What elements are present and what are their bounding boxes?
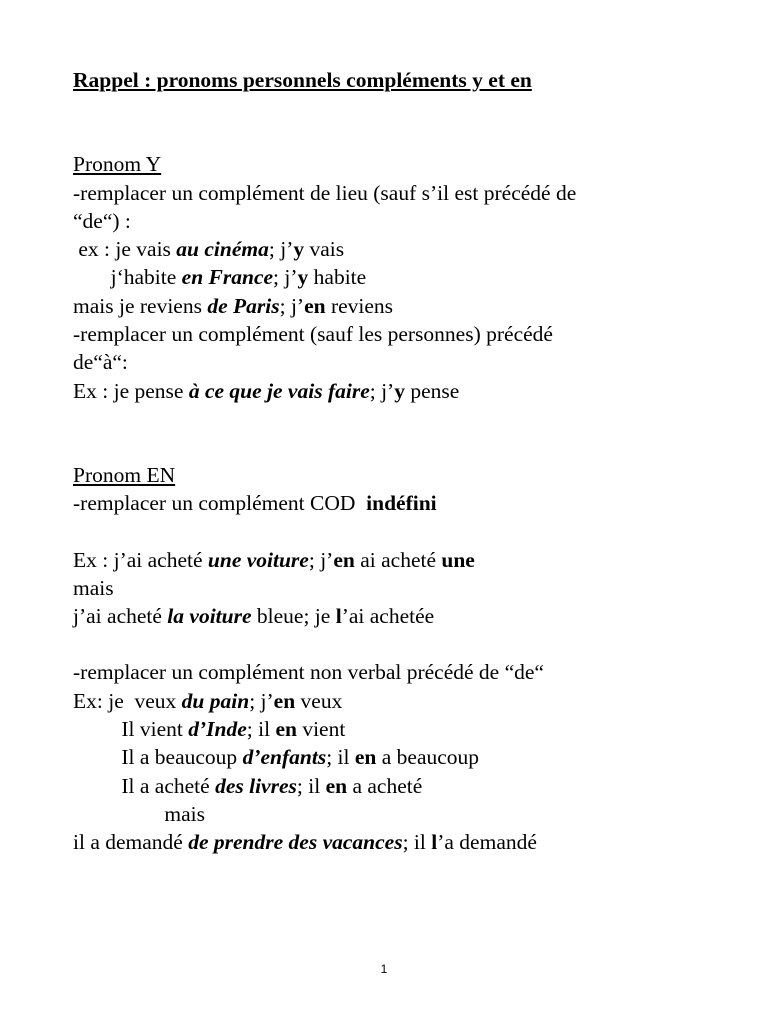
example-text: pense [404,378,460,403]
example-text: Ex : j’ai acheté [73,547,208,572]
example-text: Il vient [73,717,189,742]
example-complement: une voiture [207,547,309,572]
example-line [73,828,723,856]
example-text: mais je reviens [73,293,208,318]
spacer [73,94,723,150]
example-line [73,687,723,715]
example-text: il a demandé [73,830,189,855]
example-text: ; il [246,717,276,742]
connector-text: mais [73,575,114,600]
example-text: ; il [326,745,355,770]
spacer [73,518,723,546]
section-pronom-y [73,150,723,405]
section-pronom-en [73,461,723,857]
document-title: Rappel : pronoms personnels compléments y et en [73,68,532,92]
example-line [73,377,723,405]
example-text: a acheté [347,773,423,798]
example-line [73,715,723,743]
example-text: bleue; je [251,604,336,629]
example-pronoun: en [333,547,355,572]
rule-text: -remplacer un complément de lieu (sauf s’il est précédé de [73,180,577,205]
example-line [73,235,723,263]
example-line [73,602,723,630]
example-text: ’a demandé [437,830,537,855]
example-text: vais [304,237,345,262]
example-article: une [441,547,475,572]
connector-text: mais [73,801,205,826]
example-pronoun: en [325,773,348,798]
example-pronoun: en [304,293,326,318]
example-pronoun: en [275,717,297,742]
example-pronoun: l [335,604,342,629]
example-pronoun: en [273,688,296,713]
example-pronoun: l [431,830,438,855]
example-text: Il a acheté [73,773,216,798]
example-complement: de Paris [207,293,280,318]
example-text: ; j’ [279,293,305,318]
example-complement: des livres [215,773,297,798]
example-pronoun: en [354,745,377,770]
example-pronoun: y [293,237,305,262]
example-text: ; j’ [369,378,395,403]
example-text: a beaucoup [376,745,480,770]
rule-text: -remplacer un complément non verbal précédé de “de“ [73,660,544,685]
example-text: Ex : je pense [73,378,189,403]
example-text: ex : je vais [73,237,177,262]
rule-keyword: indéfini [366,491,437,516]
example-text: ; j’ [308,547,334,572]
example-pronoun: y [394,378,405,403]
example-complement: au cinéma [176,237,269,262]
example-complement: en France [181,265,274,290]
rule-text [73,489,723,517]
example-text: ’ai achetée [341,604,435,629]
example-complement: d’enfants [242,745,327,770]
document-page [73,66,723,857]
example-pronoun: y [297,265,309,290]
example-text: vient [296,717,346,742]
example-text: Il a beaucoup [73,745,243,770]
example-text: habite [308,265,367,290]
page-number: 1 [380,962,388,976]
example-complement: d’Inde [188,717,247,742]
example-text: reviens [325,293,394,318]
section-heading-en: Pronom EN [73,462,176,487]
example-line [73,772,723,800]
spacer [73,630,723,658]
example-text: ; j’ [249,688,274,713]
example-line [73,292,723,320]
example-line [73,546,723,574]
example-line [73,743,723,771]
rule-text: -remplacer un complément (sauf les personnes) précédé [73,322,553,347]
example-text: ; j’ [268,237,294,262]
rule-text: de“à“: [73,350,128,375]
example-text: ; il [402,830,432,855]
example-complement: de prendre des vacances [188,830,403,855]
rule-text: “de“) : [73,208,131,233]
spacer [73,405,723,461]
example-text: veux [295,688,343,713]
example-text: Ex: je veux [73,688,182,713]
example-text: j’ai acheté [73,604,168,629]
example-complement: la voiture [167,604,252,629]
example-text: ; j’ [273,265,298,290]
example-line [73,263,723,291]
rule-text-part: -remplacer un complément COD [73,491,367,516]
example-text: ai acheté [354,547,442,572]
example-complement: du pain [181,688,250,713]
example-text: j‘habite [73,265,182,290]
example-complement: à ce que je vais faire [188,378,370,403]
section-heading-y: Pronom Y [73,152,162,177]
example-text: ; il [296,773,326,798]
